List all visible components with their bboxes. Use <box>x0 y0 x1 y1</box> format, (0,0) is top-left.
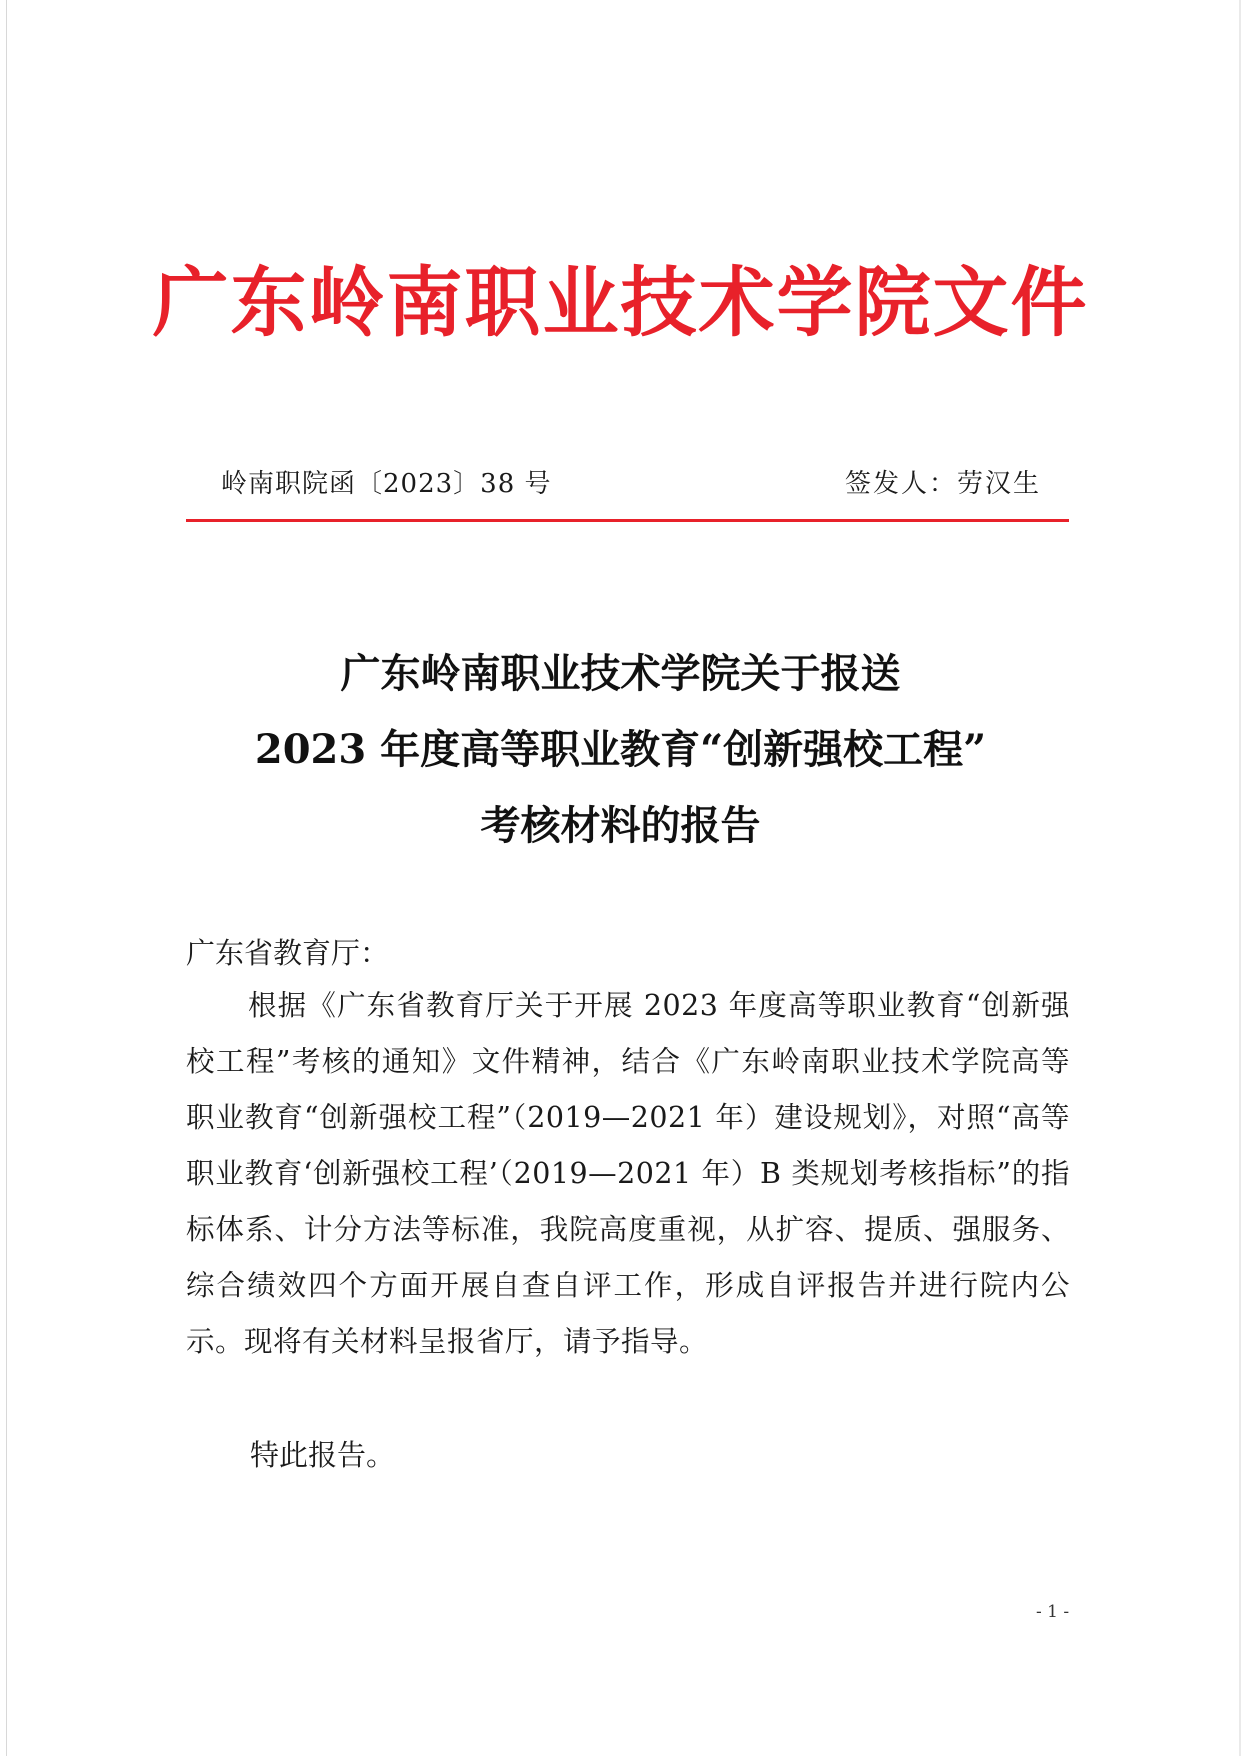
page-number: - 1 - <box>1036 1602 1070 1622</box>
masthead-title: 广东岭南职业技术学院文件 <box>152 258 1089 347</box>
document-meta-row <box>221 464 1041 504</box>
title-line-1: 广东岭南职业技术学院关于报送 <box>340 650 901 697</box>
body-paragraph: 根据《广东省教育厅关于开展 2023 年度高等职业教育“创新强校工程”考核的通知》文件精神，结合《广东岭南职业技术学院高等职业教育“创新强校工程”（2019—2021 年）建设规划》，对照“高等职业教育‘创新强校工程’（2019—2021 年）B 类规划考核指标”的指标体系、计分方法等标准，我院高度重视，从扩容、提质、强服务、综合绩效四个方面开展自查自评工作，形成自评报告并进行院内公示。现将有关材料呈报省厅，请予指导。 <box>186 989 1070 1358</box>
issuer-signatory: 签发人：劳汉生 <box>844 469 1041 499</box>
closing-line: 特此报告。 <box>250 1438 396 1472</box>
document-number: 岭南职院函〔2023〕38 号 <box>221 469 552 499</box>
salutation: 广东省教育厅： <box>186 936 390 970</box>
document-title <box>0 636 1241 864</box>
title-line-3: 考核材料的报告 <box>480 802 761 849</box>
title-line-2: 2023 年度高等职业教育“创新强校工程” <box>254 726 987 773</box>
red-separator-rule <box>186 519 1069 522</box>
